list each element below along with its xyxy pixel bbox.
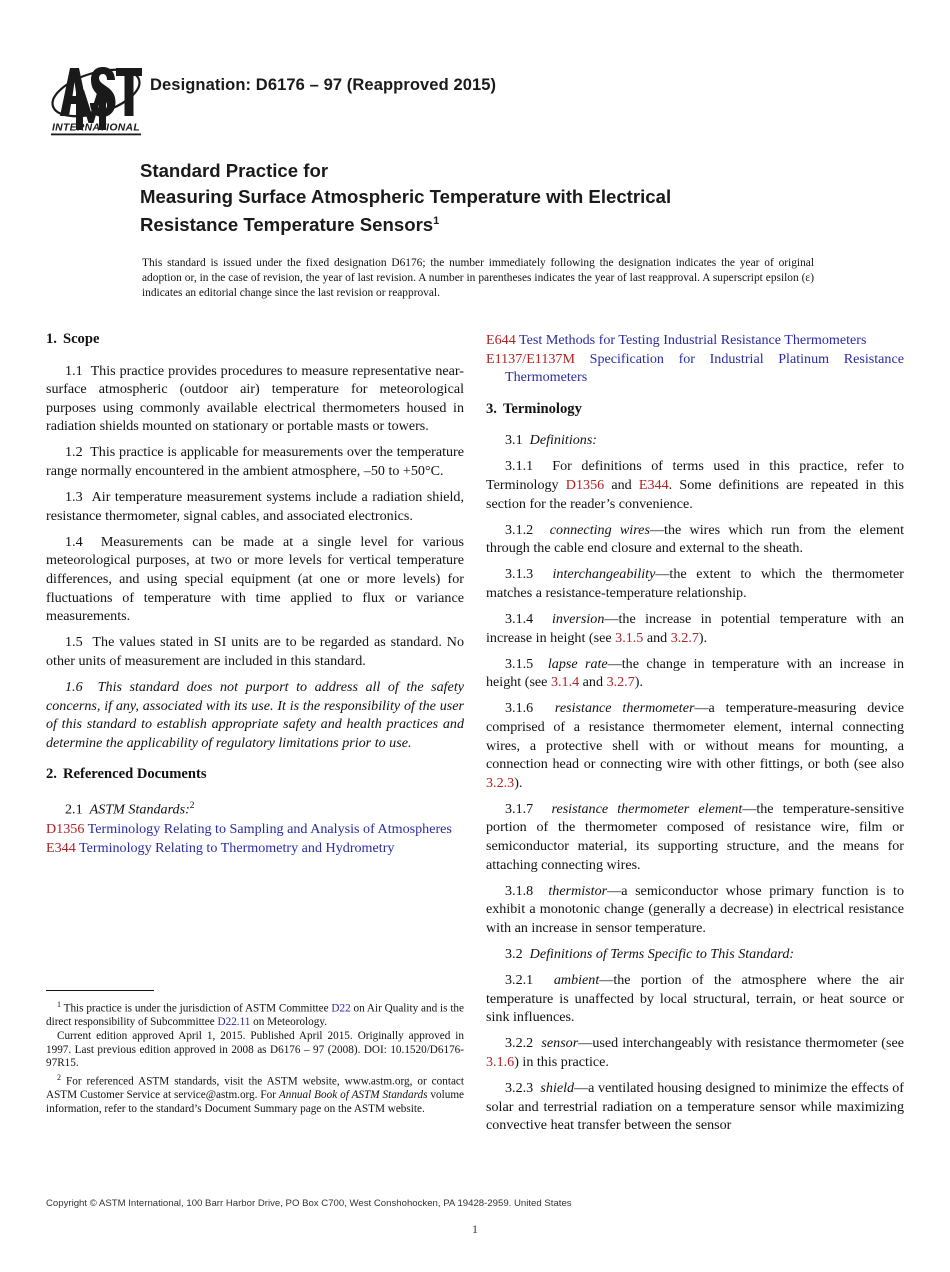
definition-term: ambient — [553, 972, 600, 989]
column-right — [486, 330, 904, 1135]
cross-reference-link[interactable]: 3.1.4 — [550, 674, 580, 691]
subsection-number: 3.1 — [505, 432, 523, 449]
title-line-1: Standard Practice for — [140, 160, 329, 181]
footnote-span: Annual Book of ASTM Standards — [278, 1089, 428, 1102]
footnote-span: 2 — [57, 1072, 61, 1082]
section-number: 2. — [46, 766, 57, 783]
definition-term: inversion — [551, 611, 605, 628]
footnote-edition-info: Current edition approved April 1, 2015. Published April 2015. Originally approved in 1997. Last previous edition approved in 2008 as D6176 – 97 (2008). DOI: 10.1520/D6176-97R15. — [46, 1029, 464, 1070]
footnote-span: 1 — [57, 1000, 61, 1009]
referenced-standard-item[interactable] — [486, 331, 904, 350]
title-line-3-text: Resistance Temperature Sensors — [140, 214, 434, 236]
subsection-number: 2.1 — [65, 801, 83, 818]
paragraph-number: 1.4 — [65, 533, 83, 550]
standard-preamble: This standard is issued under the fixed designation D6176; the number immediately following the designation indicates the year of original adoption or, in the case of revision, the year of last revision. A number in parentheses indicates the year of last reapproval. A superscript epsilon (ε) indicates an editorial change since the last revision or reapproval. — [142, 257, 814, 300]
definition-number: 3.1.7 — [505, 800, 534, 817]
definitions-specific-list — [486, 964, 904, 1135]
standard-designation-link[interactable]: E344 — [46, 839, 76, 856]
scope-paragraph: 1.4 Measurements can be made at a single level for various meteorological purposes, at two or more levels for vertical temperature differences, and using special equipment (at one or more levels) for fluctuations of temperature with time applied to flux or variance measurements. — [46, 533, 464, 625]
section-title: Scope — [62, 331, 100, 347]
section-heading-terminology — [486, 400, 904, 419]
definition-number: 3.1.6 — [505, 700, 534, 717]
cross-reference-link[interactable]: 3.2.7 — [670, 629, 699, 646]
title-line-2: Measuring Surface Atmospheric Temperature with Electrical — [140, 185, 672, 207]
designation-line: Designation: D6176 – 97 (Reapproved 2015) — [150, 76, 497, 94]
definition-number: 3.1.1 — [505, 458, 534, 475]
definition-entry: 3.1.6 resistance thermometer—a temperature-measuring device comprised of a resistance thermometer element, internal connecting wires, a protective shell with or without means for mounting, a connection head or connecting wire with other fittings, or both (see also 3.2.3). — [486, 700, 904, 791]
subsection-number: 3.2 — [505, 946, 523, 963]
definition-entry: 3.1.8 thermistor—a semiconductor whose primary function is to exhibit a monotonic change (generally a decrease) in electrical resistance with an increase in sensor temperature. — [486, 882, 905, 936]
scope-paragraph: 1.1 This practice provides procedures to measure representative near-surface atmospheric (outdoor air) temperature for meteorological purposes using commonly available electrical thermometers housed in radiation shields mounted on stationary or portable masts or towers. — [46, 362, 464, 435]
subsection-title: Definitions of Terms Specific to This Standard: — [529, 946, 795, 963]
paragraph-number: 1.3 — [65, 489, 83, 506]
definition-number: 3.1.2 — [505, 521, 534, 538]
definition-number: 3.1.8 — [505, 882, 534, 899]
subsection-footnote-marker: 2 — [189, 800, 195, 811]
referenced-standard-item[interactable] — [486, 350, 904, 387]
standard-title-link[interactable]: Terminology Relating to Thermometry and Hydrometry — [79, 839, 395, 856]
definition-entry: 3.1.1 For definitions of terms used in this practice, refer to Terminology D1356 and E344. Some definitions are repeated in this section for the reader’s convenience. — [486, 458, 904, 512]
definition-term: interchangeability — [552, 566, 656, 583]
masthead — [46, 60, 906, 140]
astm-standards-subheading — [46, 789, 464, 819]
definition-term: connecting wires — [549, 521, 650, 538]
svg-text:INTERNATIONAL: INTERNATIONAL — [52, 122, 140, 134]
column-left — [46, 330, 464, 857]
cross-reference-link[interactable]: 3.1.5 — [615, 629, 644, 646]
subsection-title: Definitions: — [529, 432, 598, 449]
definitions-subheading — [486, 424, 904, 450]
standard-title-link[interactable]: Test Methods for Testing Industrial Resistance Thermometers — [519, 332, 867, 348]
title-footnote-marker: 1 — [433, 215, 440, 227]
section-title: Terminology — [502, 400, 582, 417]
cross-reference-link[interactable]: 3.1.6 — [486, 1054, 515, 1070]
committee-link[interactable]: D22.11 — [217, 1016, 251, 1029]
definition-term: shield — [540, 1080, 575, 1097]
referenced-standard-item[interactable] — [46, 820, 464, 839]
definition-number: 3.1.5 — [505, 655, 534, 672]
specific-definitions-subheading — [486, 938, 904, 964]
scope-paragraph: 1.5 The values stated in SI units are to be regarded as standard. No other units of measurement are included in this standard. — [46, 634, 464, 669]
scope-paragraph-list — [46, 354, 464, 752]
definition-term: lapse rate — [547, 655, 608, 672]
cross-reference-link[interactable]: D1356 — [565, 476, 605, 493]
definition-entry-specific: 3.2.1 ambient—the portion of the atmosphere where the air temperature is unaffected by local structural, terrain, or heat source or sink influences. — [486, 972, 904, 1026]
astm-logo — [46, 60, 146, 138]
referenced-standards-list-right — [486, 331, 904, 387]
definition-number: 3.1.3 — [505, 566, 534, 583]
paragraph-number: 1.5 — [65, 634, 83, 651]
standard-designation-link[interactable]: E644 — [486, 332, 516, 348]
scope-paragraph: 1.2 This practice is applicable for measurements over the temperature range normally encountered in the ambient atmosphere, –50 to +50°C. — [46, 444, 464, 479]
committee-link[interactable]: D22 — [331, 1002, 351, 1015]
standard-title-link[interactable]: Specification for Industrial Platinum Resistance Thermometers — [505, 350, 904, 386]
footnote-separator-rule — [46, 990, 154, 991]
standard-designation-link[interactable]: E1137/E1137M — [486, 350, 575, 367]
scope-paragraph: 1.6 This standard does not purport to address all of the safety concerns, if any, associated with its use. It is the responsibility of the user of this standard to establish appropriate safety and health practices and determine the applicability of regulatory limitations prior to use. — [46, 678, 464, 751]
cross-reference-link[interactable]: 3.2.3 — [486, 774, 515, 791]
definition-number: 3.2.3 — [505, 1080, 534, 1097]
footnote-2: $^2$ For referenced ASTM standards, visit the ASTM website, www.astm.org, or contact ASTM Customer Service at service@astm.org. For Annual Book of ASTM Standards volume information, refer to the standard’s Document Summary page on the ASTM website. — [46, 1072, 464, 1115]
definition-entry: 3.1.7 resistance thermometer element—the temperature-sensitive portion of the thermometer composed of resistance wire, film or semiconductor material, its supporting structure, and the means for attaching connecting wires. — [486, 800, 904, 873]
cross-reference-link[interactable]: 3.2.7 — [606, 674, 635, 691]
scope-paragraph: 1.3 Air temperature measurement systems include a radiation shield, resistance thermometer, signal cables, and associated electronics. — [46, 489, 464, 524]
referenced-standards-list-left — [46, 820, 464, 857]
definition-entry: 3.1.2 connecting wires—the wires which run from the element through the cable end closure and external to the sheath. — [486, 521, 905, 557]
section-title: Referenced Documents — [62, 766, 207, 783]
definition-term: resistance thermometer element — [551, 800, 743, 817]
section-number: 3. — [486, 400, 497, 417]
definition-entry: 3.1.4 inversion—the increase in potential temperature with an increase in height (see 3.1.5 and 3.2.7). — [486, 611, 905, 646]
referenced-standard-item[interactable] — [46, 839, 464, 858]
definition-term: thermistor — [548, 882, 608, 899]
definition-entry: 3.1.5 lapse rate—the change in temperature with an increase in height (see 3.1.4 and 3.2.7). — [486, 655, 904, 691]
footnote-1: $^1$ This practice is under the jurisdiction of ASTM Committee D22 on Air Quality and is the direct responsibility of Subcommittee D22.11 on Meteorology. — [46, 1000, 464, 1029]
definition-entry-specific: 3.2.2 sensor—used interchangeably with resistance thermometer (see 3.1.6) in this practice. — [486, 1035, 904, 1070]
page-number: 1 — [472, 1222, 478, 1236]
definition-entry: 3.1.3 interchangeability—the extent to which the thermometer matches a resistance-temperature relationship. — [486, 566, 905, 601]
cross-reference-link[interactable]: E344 — [638, 476, 669, 493]
definition-term: resistance thermometer — [554, 700, 695, 717]
paragraph-number: 1.6 — [65, 678, 83, 695]
definition-number: 3.1.4 — [505, 611, 534, 628]
definition-entry-specific: 3.2.3 shield—a ventilated housing designed to minimize the effects of solar and terrestrial radiation on a temperature sensor while maximizing convective heat transfer between the sensor — [486, 1080, 905, 1134]
document-title — [140, 158, 840, 238]
definitions-general-list — [486, 450, 904, 938]
definition-number: 3.2.1 — [505, 972, 534, 989]
copyright-notice: Copyright © ASTM International, 100 Barr Harbor Drive, PO Box C700, West Conshohocken, PA 19428-2959. United States — [46, 1198, 572, 1209]
footnotes-block — [46, 990, 464, 1116]
definition-number: 3.2.2 — [505, 1035, 534, 1052]
section-heading-scope — [46, 330, 464, 349]
title-line-3 — [140, 209, 840, 238]
section-heading-referenced-documents — [46, 765, 464, 784]
paragraph-number: 1.1 — [65, 362, 83, 379]
definition-term: sensor — [541, 1035, 579, 1052]
standard-designation-link[interactable]: D1356 — [46, 821, 85, 838]
section-number: 1. — [46, 331, 57, 347]
standard-title-link[interactable]: Terminology Relating to Sampling and Analysis of Atmospheres — [87, 821, 452, 838]
paragraph-number: 1.2 — [65, 444, 83, 461]
subsection-title: ASTM Standards: — [89, 801, 190, 818]
